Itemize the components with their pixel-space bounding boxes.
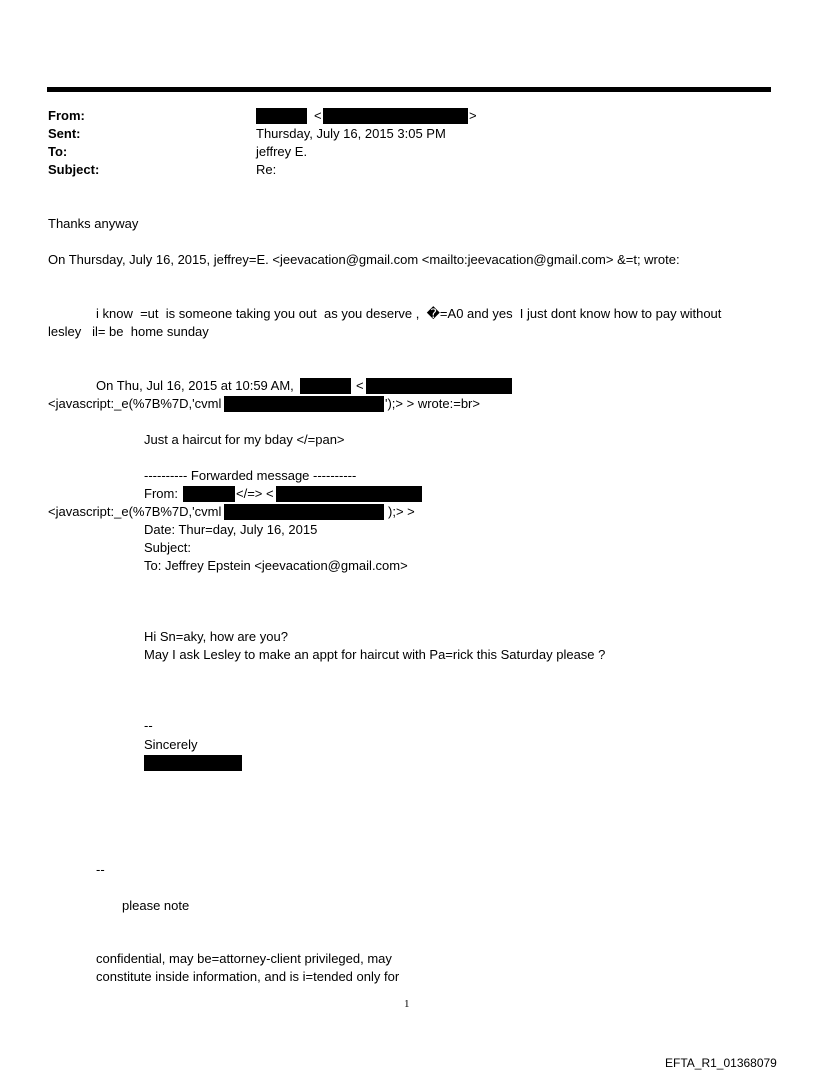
body-line: May I ask Lesley to make an appt for haircut with Pa=rick this Saturday please ?	[144, 647, 606, 662]
to-value: jeffrey E.	[256, 144, 308, 159]
body-line: please note	[122, 898, 190, 913]
from-bracket-close: >	[469, 108, 477, 123]
header-rule	[47, 87, 771, 92]
body-line: <javascript:_e(%7B%7D,'cvml	[48, 396, 222, 411]
body-line: lesley il= be home sunday	[48, 324, 209, 339]
from-bracket-open: <	[314, 108, 322, 123]
body-line: confidential, may be=attorney-client privileged, may	[96, 951, 392, 966]
redaction-box	[144, 755, 242, 771]
redaction-box	[276, 486, 422, 502]
body-line: From:	[144, 486, 178, 501]
body-line: --	[96, 862, 105, 877]
sent-label: Sent:	[48, 126, 81, 141]
body-line: i know =ut is someone taking you out as you deserve , �=A0 and yes I just dont know how to pay without	[96, 306, 722, 321]
body-line: Just a haircut for my bday </=pan>	[144, 432, 345, 447]
body-line: ');> > wrote:=br>	[385, 396, 480, 411]
subject-value: Re:	[256, 162, 277, 177]
body-line: On Thu, Jul 16, 2015 at 10:59 AM,	[96, 378, 294, 393]
sent-value: Thursday, July 16, 2015 3:05 PM	[256, 126, 446, 141]
body-line: Date: Thur=day, July 16, 2015	[144, 522, 318, 537]
redaction-box	[224, 504, 384, 520]
redaction-box	[183, 486, 235, 502]
page-number: 1	[404, 998, 410, 1010]
body-line: Sincerely	[144, 737, 198, 752]
document-id: EFTA_R1_01368079	[665, 1056, 777, 1070]
body-line: On Thursday, July 16, 2015, jeffrey=E. <jeevacation@gmail.com <mailto:jeevacation@gmail.com> &=t; wrote:	[48, 252, 680, 267]
body-line: Subject:	[144, 540, 191, 555]
redaction-box	[256, 108, 307, 124]
redaction-box	[224, 396, 384, 412]
body-line: );> >	[388, 504, 415, 519]
body-line: <	[356, 378, 364, 393]
subject-label: Subject:	[48, 162, 100, 177]
redaction-box	[300, 378, 351, 394]
body-line: Hi Sn=aky, how are you?	[144, 629, 288, 644]
body-line: </=> <	[236, 486, 274, 501]
from-label: From:	[48, 108, 85, 123]
body-line: ---------- Forwarded message ----------	[144, 468, 357, 483]
redaction-box	[366, 378, 512, 394]
body-line: <javascript:_e(%7B%7D,'cvml	[48, 504, 222, 519]
body-line: Thanks anyway	[48, 216, 139, 231]
body-line: constitute inside information, and is i=tended only for	[96, 969, 400, 984]
body-line: To: Jeffrey Epstein <jeevacation@gmail.com>	[144, 558, 408, 573]
redaction-box	[323, 108, 468, 124]
to-label: To:	[48, 144, 68, 159]
body-line: --	[144, 718, 153, 733]
